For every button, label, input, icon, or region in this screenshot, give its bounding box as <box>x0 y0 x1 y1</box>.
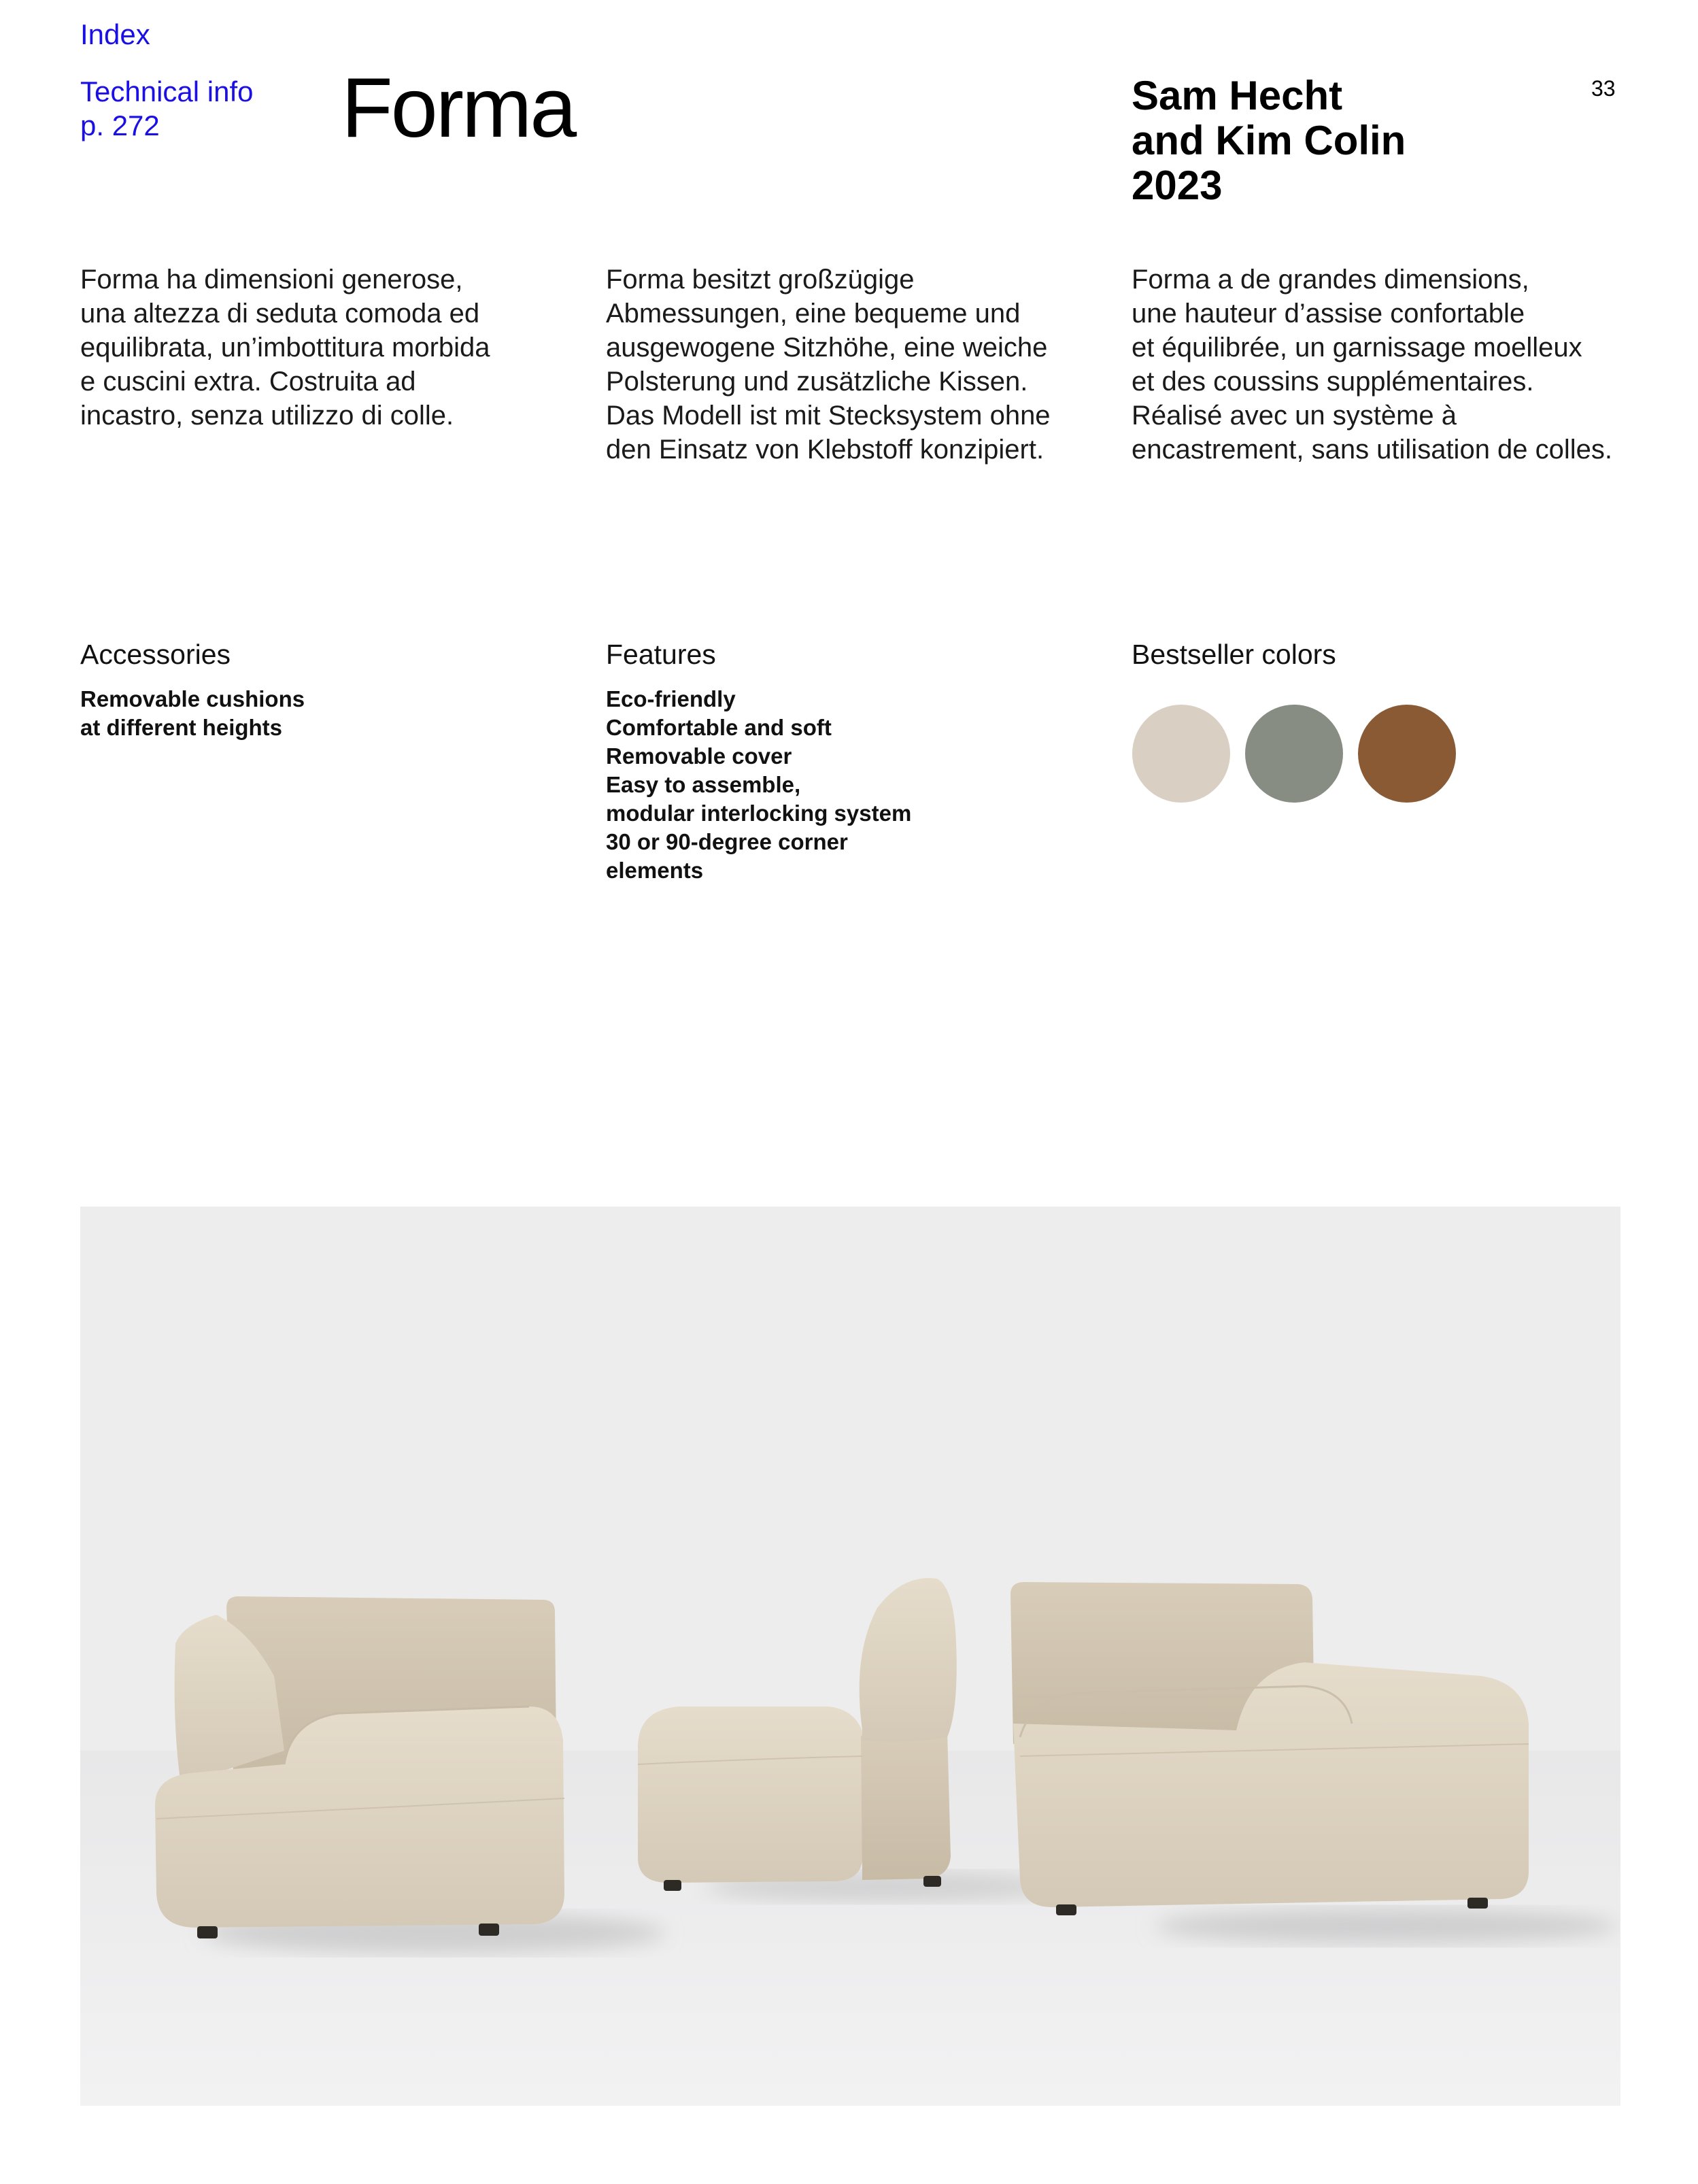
technical-info-page: p. 272 <box>80 110 160 141</box>
description-italian: Forma ha dimensioni generose, una altezza di seduta comoda ed equilibrata, un’imbottitura morbida e cuscini extra. Costruita ad incastro, senza utilizzo di colle. <box>80 265 490 431</box>
product-title: Forma <box>341 61 575 155</box>
page-number: 33 <box>1591 76 1616 101</box>
features-list: Eco-friendly Comfortable and soft Removable cover Easy to assemble, modular interlocking system 30 or 90-degree corner elements <box>606 686 912 883</box>
accessories-heading: Accessories <box>80 639 231 670</box>
description-french: Forma a de grandes dimensions, une hauteur d’assise confortable et équilibrée, un garnissage moelleux et des coussins supplémentaires. Réalisé avec un système à encastrement, sans utilisation de colles. <box>1132 265 1613 465</box>
color-swatch-sage[interactable] <box>1245 705 1343 803</box>
product-photo <box>80 1207 1620 2106</box>
designer-year: 2023 <box>1132 163 1223 208</box>
accessories-list: Removable cushions at different heights <box>80 686 305 740</box>
sofa-illustration <box>80 1207 1620 2106</box>
color-swatch-brown[interactable] <box>1358 705 1456 803</box>
designer-name-line2: and Kim Colin <box>1132 118 1406 163</box>
corner-sofa-module <box>155 1596 564 1938</box>
colors-heading: Bestseller colors <box>1132 639 1336 670</box>
designer-name-line1: Sam Hecht <box>1132 73 1343 118</box>
color-swatch-beige[interactable] <box>1132 705 1230 803</box>
technical-info-label: Technical info <box>80 75 254 107</box>
index-link[interactable]: Index <box>80 18 150 50</box>
description-german: Forma besitzt großzügige Abmessungen, eine bequeme und ausgewogene Sitzhöhe, eine weiche Polsterung und zusätzliche Kissen. Das Modell ist mit Stecksystem ohne den Einsatz von Klebstoff konzipiert. <box>606 265 1051 465</box>
features-heading: Features <box>606 639 716 670</box>
designer-block <box>1132 73 1406 208</box>
sofa-shadow <box>1155 1909 1617 1944</box>
technical-info-link[interactable] <box>80 75 253 143</box>
